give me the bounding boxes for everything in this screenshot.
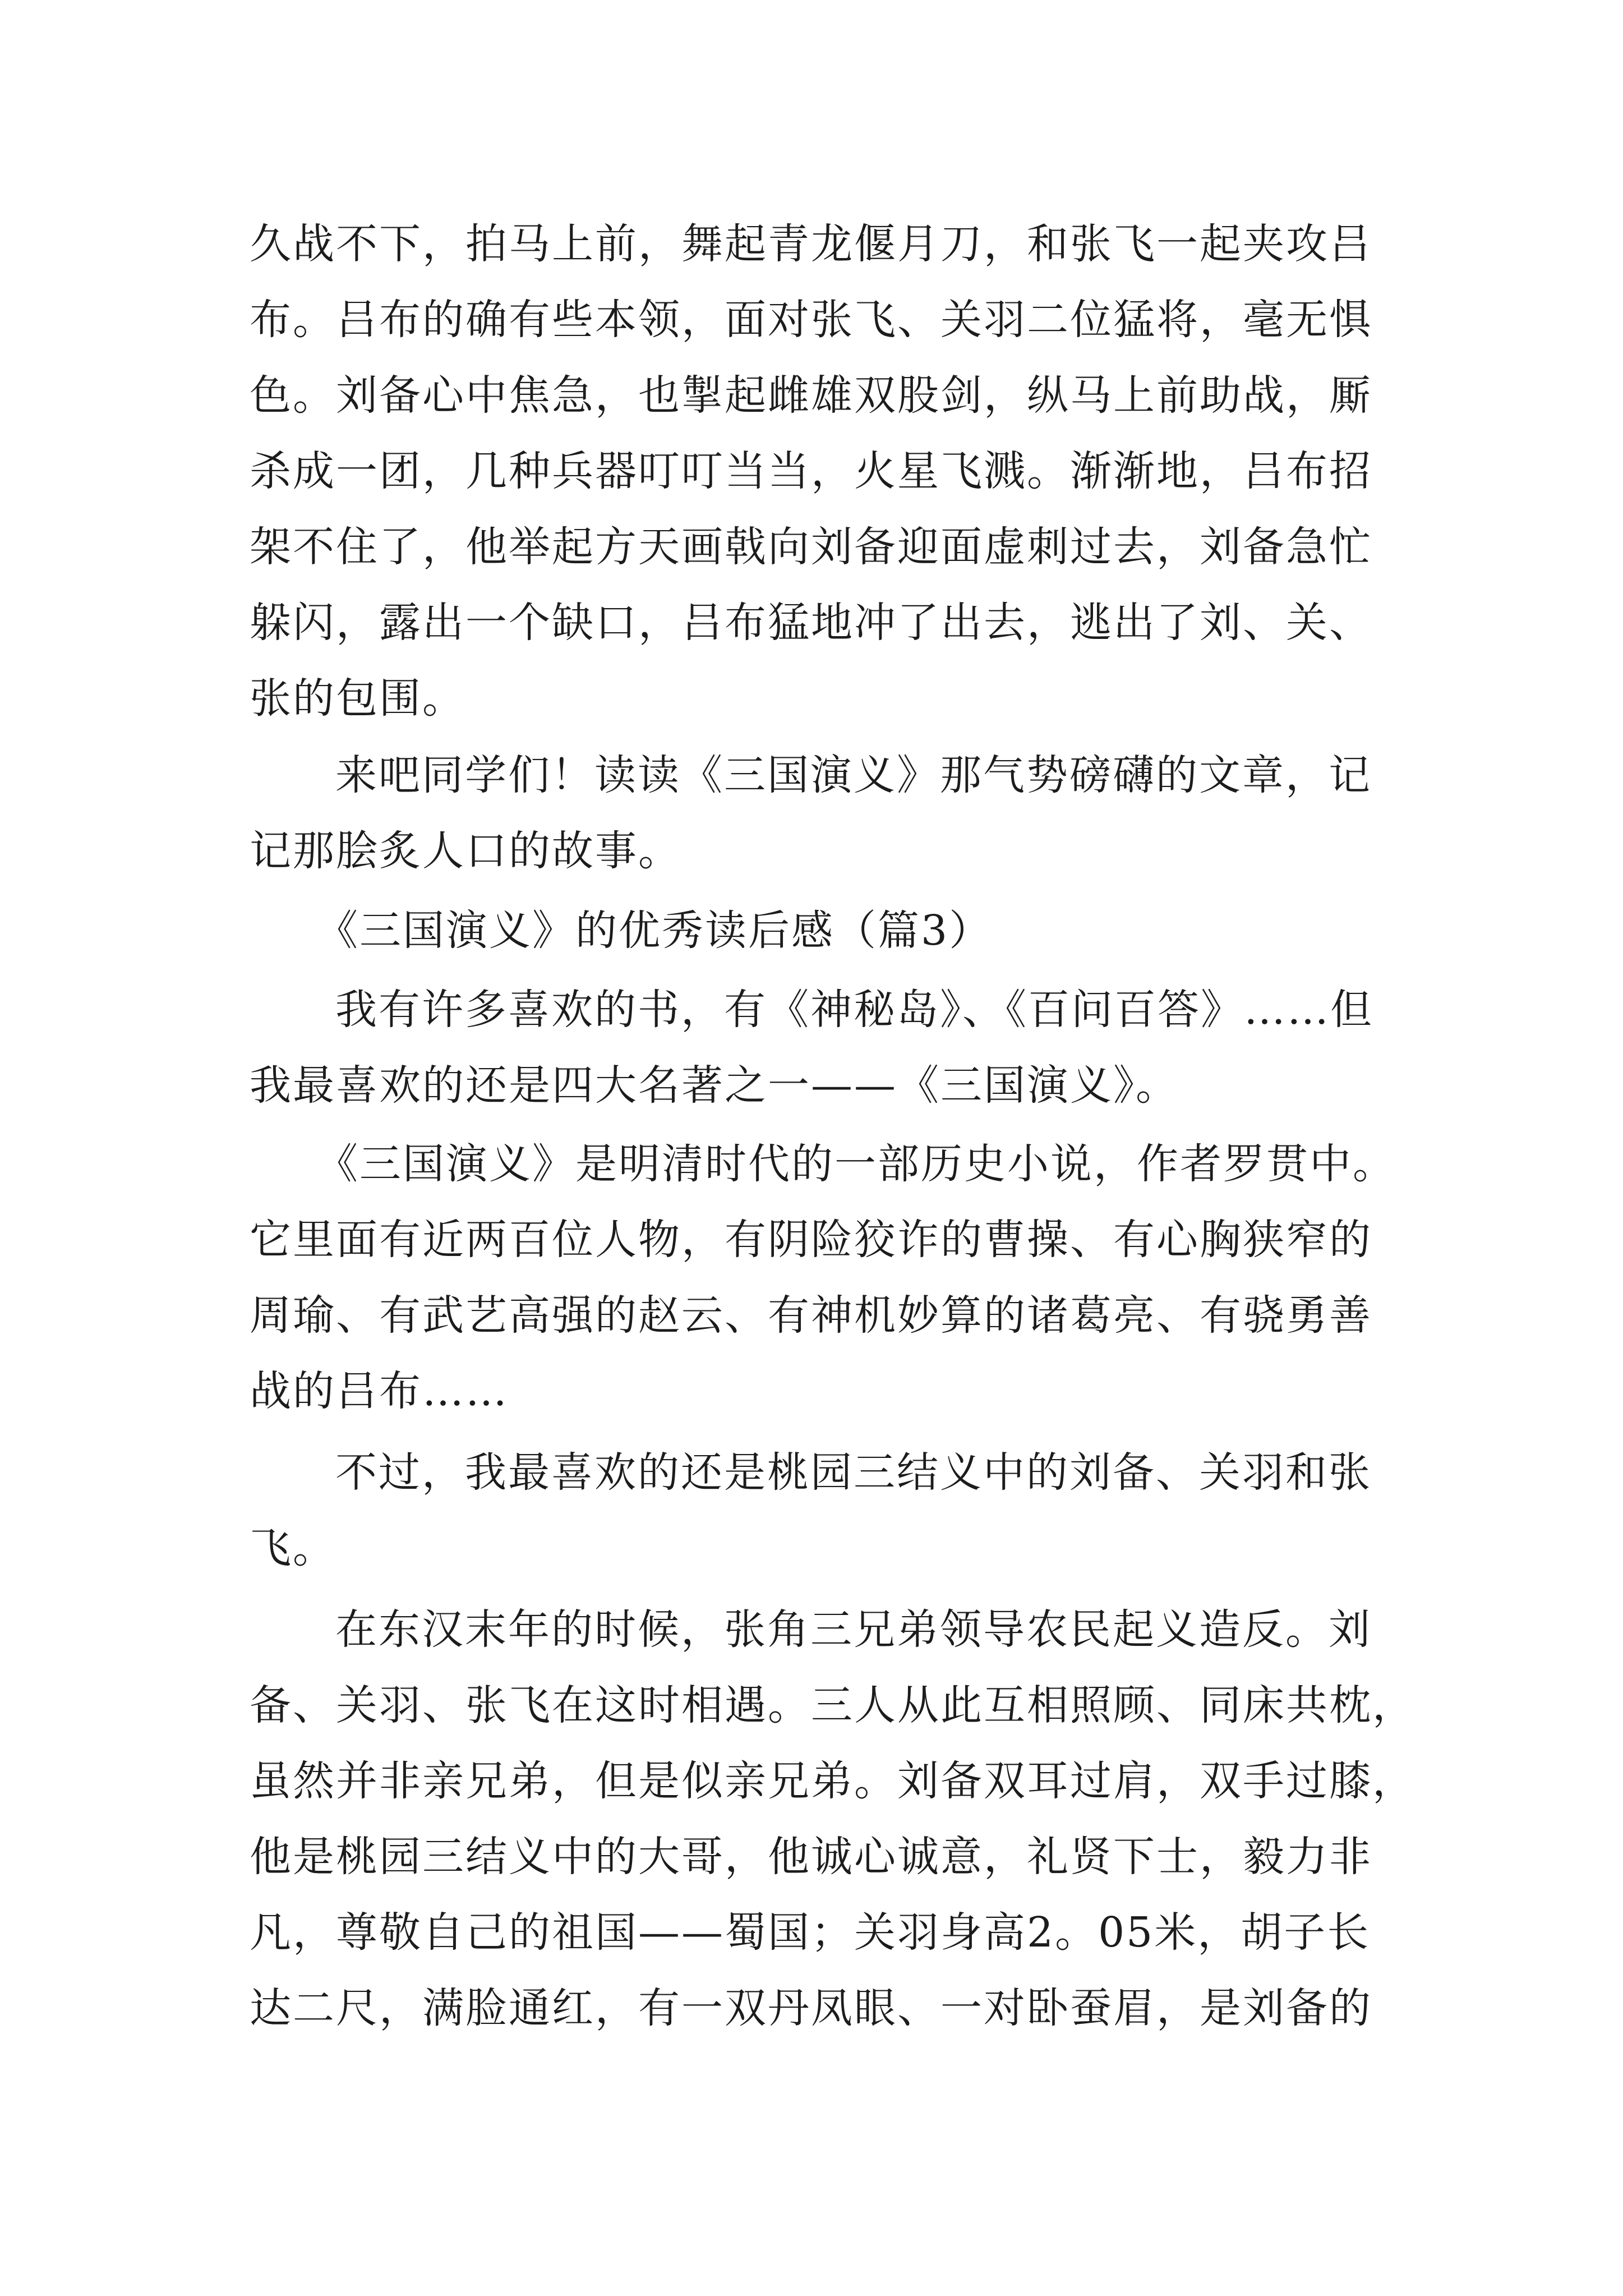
text-line-2: 布。吕布的确有些本领，面对张飞、关羽二位猛将，毫无惧 — [250, 296, 1372, 344]
text-line-22: 他是桃园三结义中的大哥，他诚心诚意，礼贤下士，毅力非 — [250, 1833, 1372, 1881]
text-line-20: 备、关羽、张飞在这时相遇。三人从此互相照顾、同床共枕， — [250, 1681, 1415, 1729]
text-line-14: 它里面有近两百位人物，有阴险狡诈的曹操、有心胸狭窄的 — [250, 1216, 1372, 1264]
text-line-13: 《三国演义》是明清时代的一部历史小说，作者罗贯中。 — [316, 1140, 1396, 1188]
text-line-4: 杀成一团，几种兵器叮叮当当，火星飞溅。渐渐地，吕布招 — [250, 447, 1372, 495]
text-line-19: 在东汉末年的时候，张角三兄弟领导农民起义造反。刘 — [335, 1605, 1372, 1654]
text-line-6: 躲闪，露出一个缺口，吕布猛地冲了出去，逃出了刘、关、 — [250, 599, 1372, 647]
text-line-23: 凡，尊敬自己的祖国——蜀国；关羽身高2。05米，胡子长 — [250, 1908, 1371, 1957]
text-line-8: 来吧同学们！读读《三国演义》那气势磅礴的文章，记 — [335, 751, 1372, 799]
text-line-21: 虽然并非亲兄弟，但是似亲兄弟。刘备双耳过肩，双手过膝， — [250, 1757, 1415, 1805]
section-heading: 《三国演义》的优秀读后感（篇3） — [316, 907, 993, 955]
text-line-16: 战的吕布…… — [250, 1367, 509, 1415]
text-line-7: 张的包围。 — [250, 674, 465, 723]
text-line-5: 架不住了，他举起方天画戟向刘备迎面虚刺过去，刘备急忙 — [250, 523, 1372, 571]
text-line-1: 久战不下，拍马上前，舞起青龙偃月刀，和张飞一起夹攻吕 — [250, 220, 1372, 268]
text-line-9: 记那脍炙人口的故事。 — [250, 827, 681, 875]
text-line-15: 周瑜、有武艺高强的赵云、有神机妙算的诸葛亮、有骁勇善 — [250, 1291, 1372, 1340]
text-line-17: 不过，我最喜欢的还是桃园三结义中的刘备、关羽和张 — [335, 1448, 1372, 1497]
text-line-3: 色。刘备心中焦急，也掣起雌雄双股剑，纵马上前助战，厮 — [250, 371, 1372, 420]
text-line-11: 我有许多喜欢的书，有《神秘岛》、《百问百答》……但 — [335, 986, 1373, 1034]
text-line-12: 我最喜欢的还是四大名著之一——《三国演义》。 — [250, 1061, 1179, 1110]
text-line-18: 飞。 — [250, 1524, 336, 1572]
text-line-24: 达二尺，满脸通红，有一双丹凤眼、一对卧蚕眉，是刘备的 — [250, 1984, 1372, 2032]
